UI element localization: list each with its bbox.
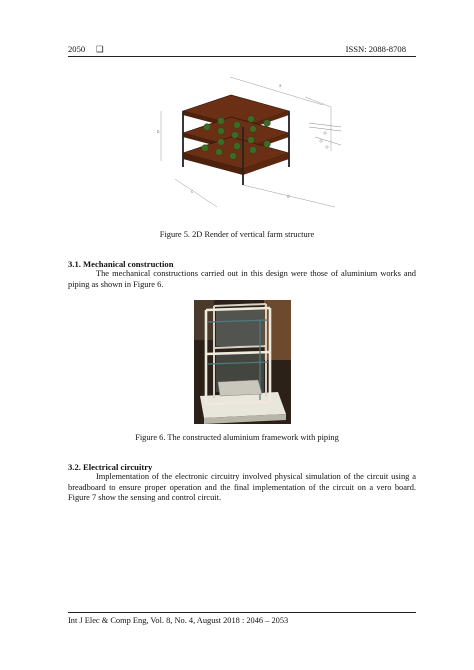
figure-6-photo [194,300,291,424]
aluminium-framework-photo [194,300,291,424]
figure-5-caption: Figure 5. 2D Render of vertical farm structure [159,230,315,239]
section-3-1-heading: 3.1. Mechanical construction [68,259,174,269]
svg-text:c: c [191,189,194,194]
header-marker-icon: ❑ [96,44,104,54]
section-3-1-paragraph: The mechanical constructions carried out in this design were those of aluminium works and piping as shown in Figure 6. [68,269,416,289]
section-3-2-paragraph: Implementation of the electronic circuitry involved physical simulation of the circuit using a breadboard to ensure proper operation and the final implementation of the circuit on a vero board. Figure 7 show the sensing and control circuit. [68,472,416,503]
footer-rule [68,612,416,613]
figure-6-caption: Figure 6. The constructed aluminium framework with piping [135,433,339,442]
footer-citation: Int J Elec & Comp Eng, Vol. 8, No. 4, August 2018 : 2046 – 2053 [68,616,289,625]
issn: ISSN: 2088-8708 [345,44,406,54]
header-rule [68,56,416,57]
page-number: 2050 [68,44,86,54]
vertical-farm-render [155,67,355,219]
figure-5-render [155,67,355,219]
svg-text:b: b [157,129,160,134]
svg-text:a: a [279,83,282,88]
svg-text:d: d [287,194,290,199]
section-3-2-heading: 3.2. Electrical circuitry [68,462,153,472]
